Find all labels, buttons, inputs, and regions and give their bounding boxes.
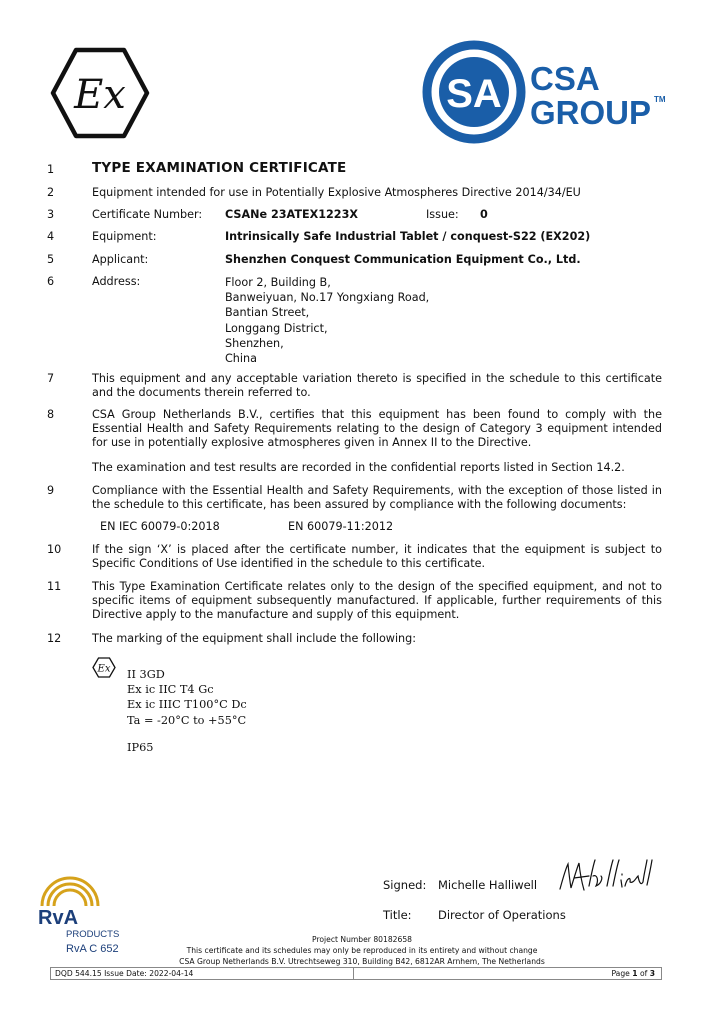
svg-text:GROUP: GROUP [530, 94, 652, 131]
rva-accreditation-logo [36, 872, 120, 962]
standard-reference: EN IEC 60079-0:2018 [100, 520, 220, 533]
applicant-value: Shenzhen Conquest Communication Equipment Co., Ltd. [225, 253, 581, 266]
clause-10: If the sign ‘X’ is placed after the certificate number, it indicates that the equipment is subject to Specific Conditions of Use identified in the schedule to this certificate. [92, 543, 662, 570]
signed-name: Michelle Halliwell [438, 878, 538, 892]
item-number: 2 [47, 186, 55, 199]
item-number: 8 [47, 408, 55, 421]
address-block [225, 275, 429, 366]
signature-image [555, 856, 655, 900]
csa-address: CSA Group Netherlands B.V. Utrechtseweg 310, Building B42, 6812AR Arnhem, The Netherlands [179, 957, 545, 966]
document-reference: DQD 544.15 Issue Date: 2022-04-14 [55, 969, 194, 978]
reproduction-note: This certificate and its schedules may only be reproduced in its entirety and without change [186, 946, 538, 955]
ex-marking-icon [92, 657, 116, 678]
marking-line: II 3GD [127, 668, 165, 681]
item-number: 7 [47, 372, 55, 385]
address-line: Shenzhen, [225, 336, 284, 350]
certificate-title: TYPE EXAMINATION CERTIFICATE [92, 160, 347, 176]
title-label: Title: [383, 908, 412, 922]
issue-label: Issue: [426, 208, 459, 221]
certificate-number-label: Certificate Number: [92, 208, 203, 221]
item-number: 5 [47, 253, 55, 266]
svg-text:Ex: Ex [97, 663, 111, 675]
footer-divider [353, 968, 354, 979]
marking-block [127, 667, 247, 728]
address-line: Bantian Street, [225, 306, 310, 320]
clause-12: The marking of the equipment shall include the following: [92, 632, 417, 645]
address-line: China [225, 352, 257, 366]
csa-group-logo [422, 40, 672, 144]
address-label: Address: [92, 275, 141, 288]
address-line: Floor 2, Building B, [225, 276, 331, 289]
certificate-number-value: CSANe 23ATEX1223X [225, 208, 358, 221]
clause-11: This Type Examination Certificate relates only to the design of the specified equipment, and not to specific items of equipment subsequently manufactured. If applicable, further requirements of this Directive apply to the manufacture and supply of this equipment. [92, 580, 662, 621]
marking-line: Ex ic IIC T4 Gc [127, 683, 214, 697]
clause-9: Compliance with the Essential Health and Safety Requirements, with the exception of those listed in the schedule to this certificate, has been assured by compliance with the following documents: [92, 484, 662, 511]
item-number: 9 [47, 484, 55, 497]
item-number: 3 [47, 208, 55, 221]
clause-8: CSA Group Netherlands B.V., certifies that this equipment has been found to comply with the Essential Health and Safety Requirements relating to the design of Category 3 equipment intended for use in potentially explosive atmospheres given in Annex II to the Directive. [92, 408, 662, 449]
title-value: Director of Operations [438, 908, 566, 922]
project-number: Project Number 80182658 [312, 935, 412, 944]
address-line: Longgang District, [225, 321, 328, 335]
svg-text:CSA: CSA [530, 60, 600, 97]
ex-hexagon-logo [50, 47, 150, 139]
marking-line: Ta = -20°C to +55°C [127, 713, 247, 727]
item-number: 6 [47, 275, 55, 288]
footer-bar [50, 967, 662, 980]
item-number: 10 [47, 543, 62, 556]
marking-line: Ex ic IIIC T100°C Dc [127, 698, 247, 712]
address-line: Banweiyuan, No.17 Yongxiang Road, [225, 291, 430, 305]
svg-text:RvA: RvA [38, 907, 79, 929]
item-number: 12 [47, 632, 62, 645]
svg-text:Ex: Ex [74, 72, 126, 118]
applicant-label: Applicant: [92, 253, 149, 266]
svg-text:TM: TM [654, 95, 666, 104]
item-number: 11 [47, 580, 62, 593]
equipment-label: Equipment: [92, 230, 157, 243]
clause-8-reports: The examination and test results are recorded in the confidential reports listed in Section 14.2. [92, 461, 625, 474]
directive-line: Equipment intended for use in Potentially Explosive Atmospheres Directive 2014/34/EU [92, 186, 581, 199]
svg-text:PRODUCTS: PRODUCTS [66, 929, 120, 940]
ip-rating: IP65 [127, 741, 154, 754]
clause-7: This equipment and any acceptable variation thereto is specified in the schedule to this certificate and the documents therein referred to. [92, 372, 662, 399]
standard-reference: EN 60079-11:2012 [288, 520, 394, 533]
page-indicator: Page 1 of 3 [611, 969, 655, 978]
equipment-value: Intrinsically Safe Industrial Tablet / conquest-S22 (EX202) [225, 230, 591, 243]
svg-text:SA: SA [446, 72, 502, 116]
svg-text:RvA C 652: RvA C 652 [66, 943, 119, 955]
signed-label: Signed: [383, 878, 427, 892]
item-number: 4 [47, 230, 55, 243]
issue-value: 0 [480, 208, 488, 221]
item-number: 1 [47, 163, 55, 176]
